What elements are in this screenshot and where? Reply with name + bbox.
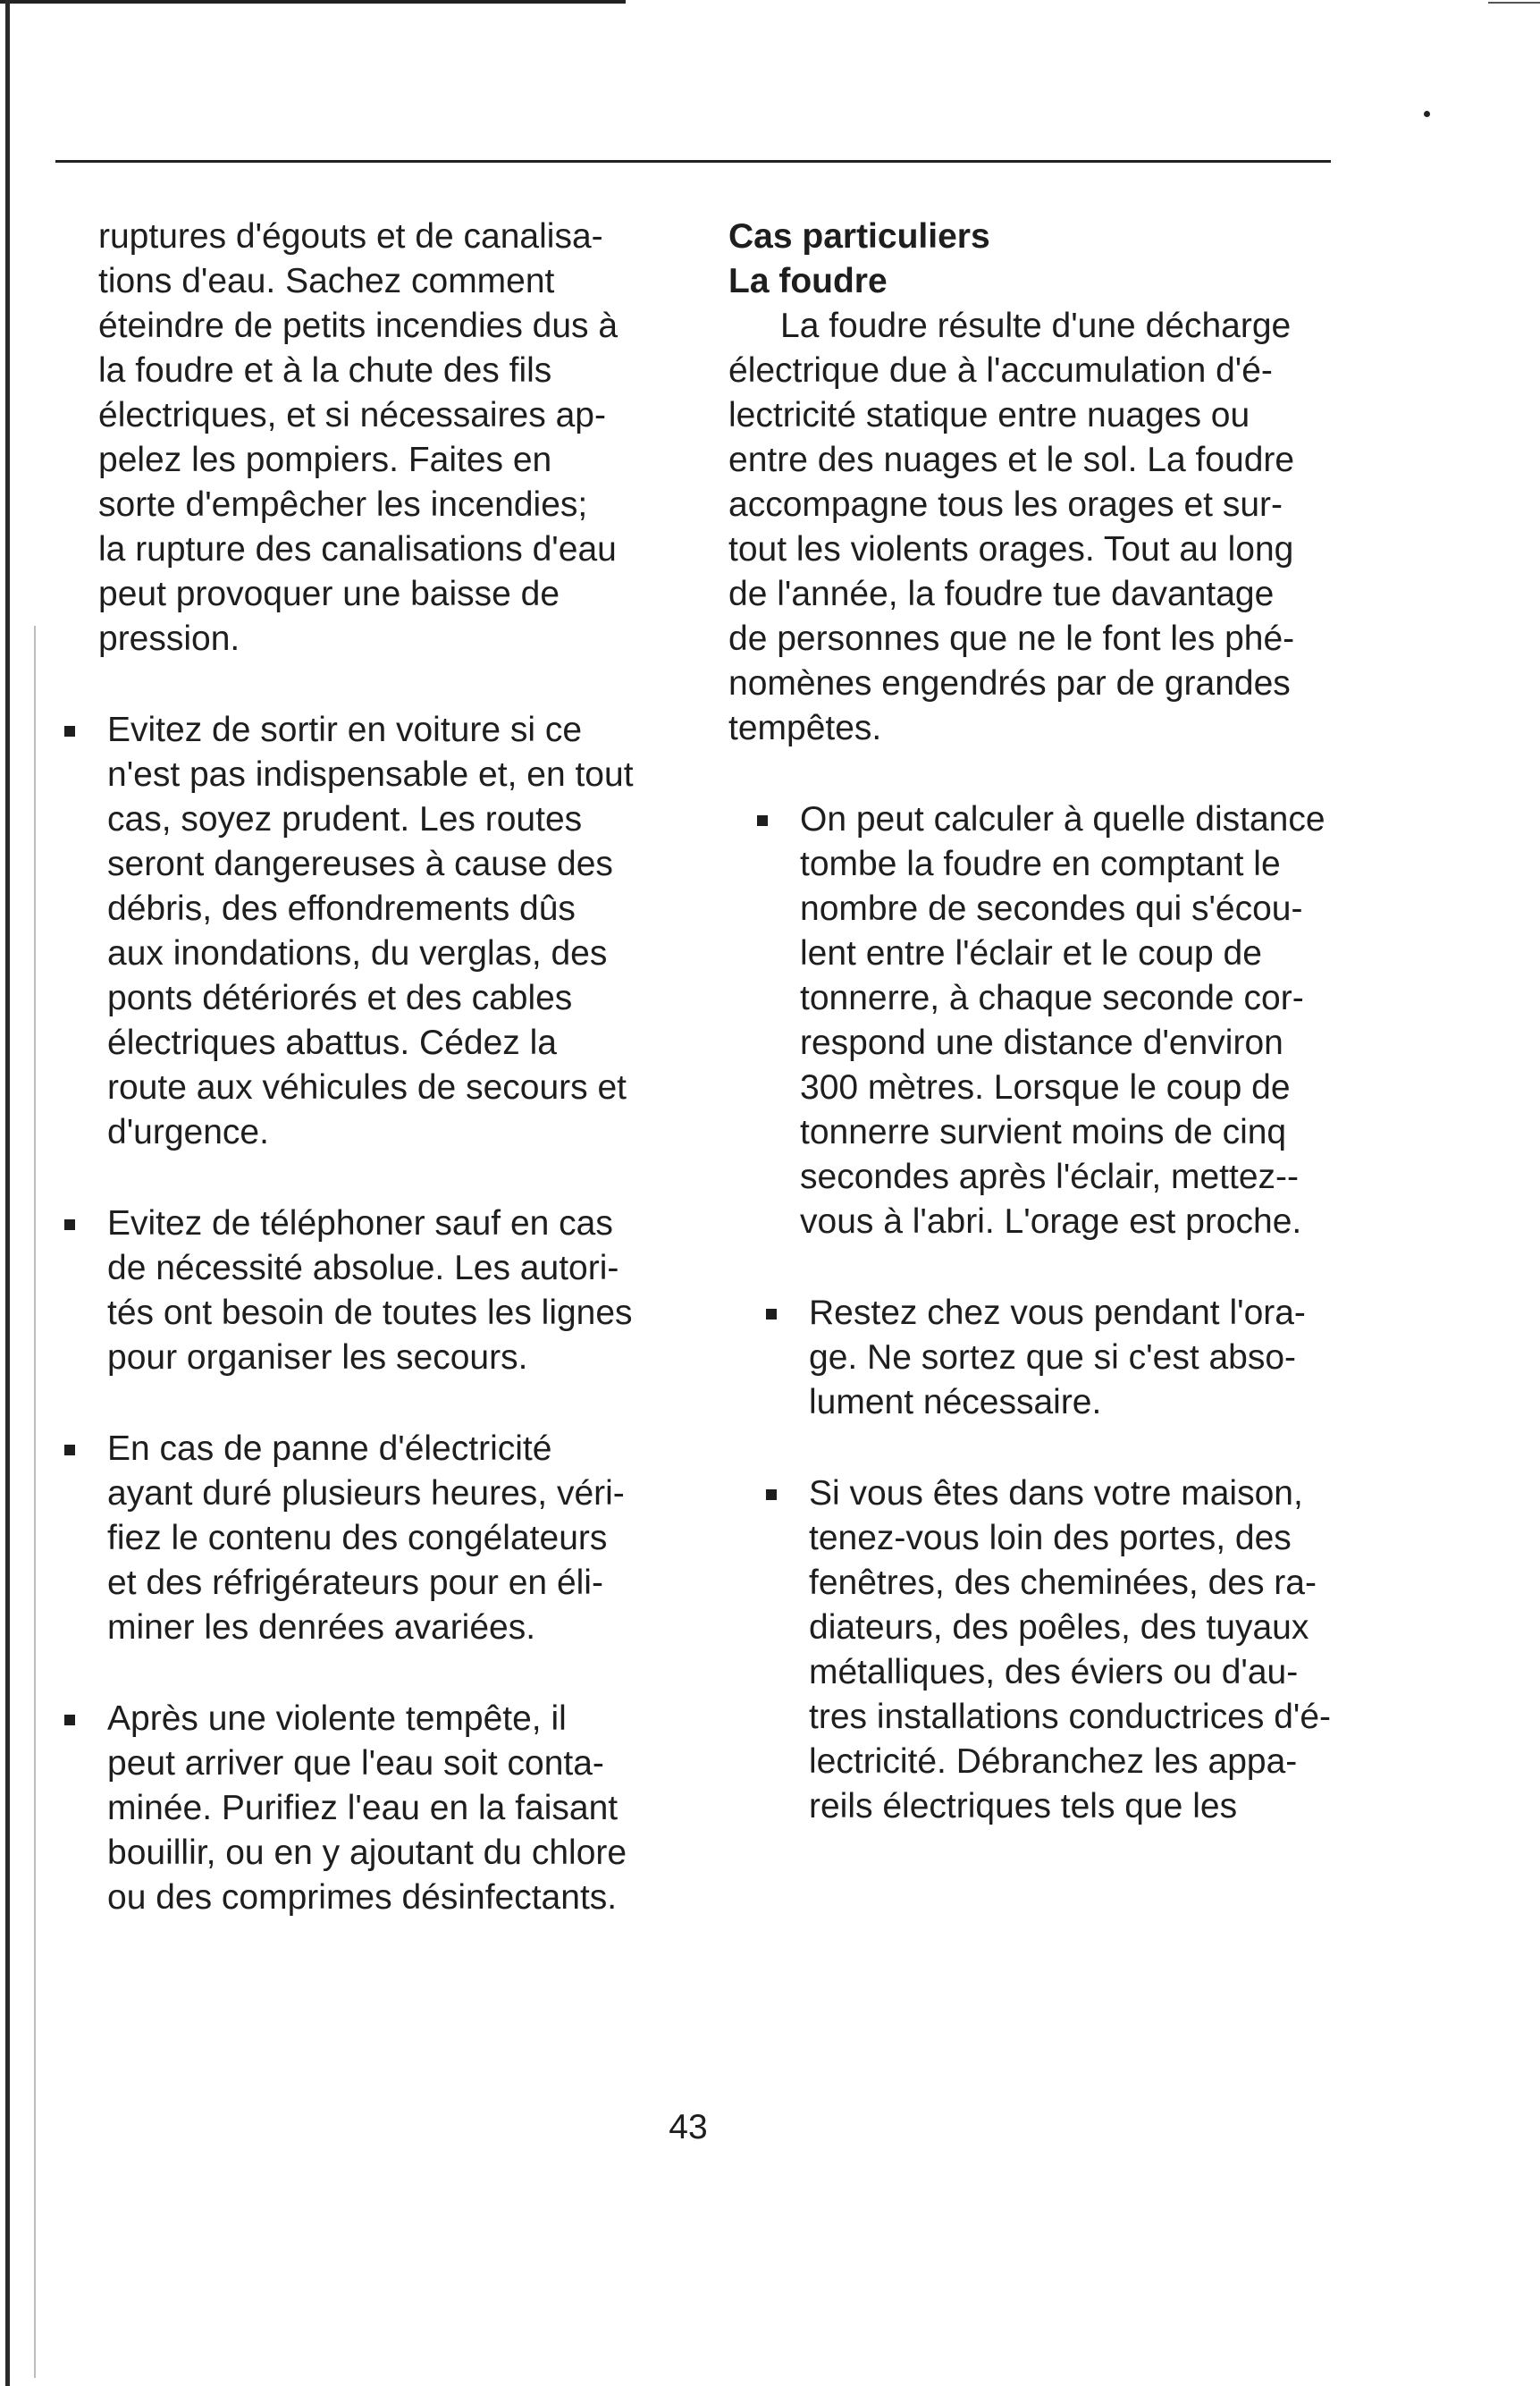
list-item-text: Restez chez vous pendant l'ora- ge. Ne sortez que si c'est abso- lument nécessaire. [809, 1294, 1306, 1421]
page-number: 43 [669, 2108, 708, 2146]
square-bullet-icon [64, 1445, 75, 1455]
list-item-text: Evitez de téléphoner sauf en cas de nécessité absolue. Les autori- tés ont besoin de toutes les lignes pour organiser les secours. [107, 1204, 633, 1377]
list-item [98, 1427, 715, 1650]
square-bullet-icon [766, 1309, 777, 1319]
scan-edge-top-right [1488, 2, 1540, 4]
list-item [98, 1201, 715, 1380]
list-item-text: Si vous êtes dans votre maison, tenez-vous loin des portes, des fenêtres, des cheminées, des ra- diateurs, des poêles, des tuyaux métalliques, des éviers ou d'au- tres installations conductrices d'é- lectricité. Débranchez les appa- reils électriques tels que les [809, 1474, 1332, 1825]
list-item [800, 1471, 1372, 1829]
square-bullet-icon [64, 1219, 75, 1230]
header-rule [55, 160, 1331, 163]
section-subheading: La foudre [728, 262, 888, 300]
square-bullet-icon [64, 726, 75, 737]
square-bullet-icon [64, 1715, 75, 1725]
left-column [98, 215, 715, 1920]
scan-speck [1424, 111, 1430, 117]
square-bullet-icon [757, 815, 768, 826]
continuation-paragraph: ruptures d'égouts et de canalisa- tions d'eau. Sachez comment éteindre de petits incendies dus à la foudre et à la chute des fils électriques, et si nécessaires ap- pelez les pompiers. Faites en sorte d'empêcher les incendies; la rupture des canalisations d'eau peut provoquer une baisse de pression. [98, 217, 619, 658]
list-item [98, 1697, 715, 1920]
scan-edge-left-faint [34, 626, 36, 2378]
list-item-text: Evitez de sortir en voiture si ce n'est pas indispensable et, en tout cas, soyez prudent. Les routes seront dangereuses à cause des débris, des effondrements dûs aux inondations, du verglas, des ponts détériorés et des cables électriques abattus. Cédez la route aux véhicules de secours et d'urgence. [107, 711, 634, 1151]
list-item-text: On peut calculer à quelle distance tombe la foudre en comptant le nombre de secondes qui s'écou- lent entre l'éclair et le coup de tonnerre, à chaque seconde cor- respond une distance d'environ 300 mètres. Lorsque le coup de tonnerre survient moins de cinq secondes après l'éclair, mettez-- vous à l'abri. L'orage est proche. [800, 800, 1325, 1241]
right-column [728, 215, 1372, 1829]
list-item [800, 1291, 1372, 1425]
square-bullet-icon [766, 1489, 777, 1500]
intro-paragraph: La foudre résulte d'une décharge électrique due à l'accumulation d'é- lectricité statique entre nuages ou entre des nuages et le sol. La foudre accompagne tous les orages et sur- tout les violents orages. Tout au long de l'année, la foudre tue davantage de personnes que ne le font les phé- nomènes engendrés par de grandes tempêtes. [728, 307, 1295, 747]
scan-edge-top [0, 0, 626, 4]
list-item [791, 797, 1372, 1244]
list-item-text: Après une violente tempête, il peut arriver que l'eau soit conta- minée. Purifiez l'eau en la faisant bouillir, ou en y ajoutant du chlore ou des comprimes désinfectants. [107, 1699, 627, 1917]
list-item [98, 708, 715, 1155]
section-heading: Cas particuliers [728, 217, 990, 256]
list-item-text: En cas de panne d'électricité ayant duré plusieurs heures, véri- fiez le contenu des congélateurs et des réfrigérateurs pour en éli- miner les denrées avariées. [107, 1429, 625, 1647]
scan-edge-left [5, 0, 10, 2386]
